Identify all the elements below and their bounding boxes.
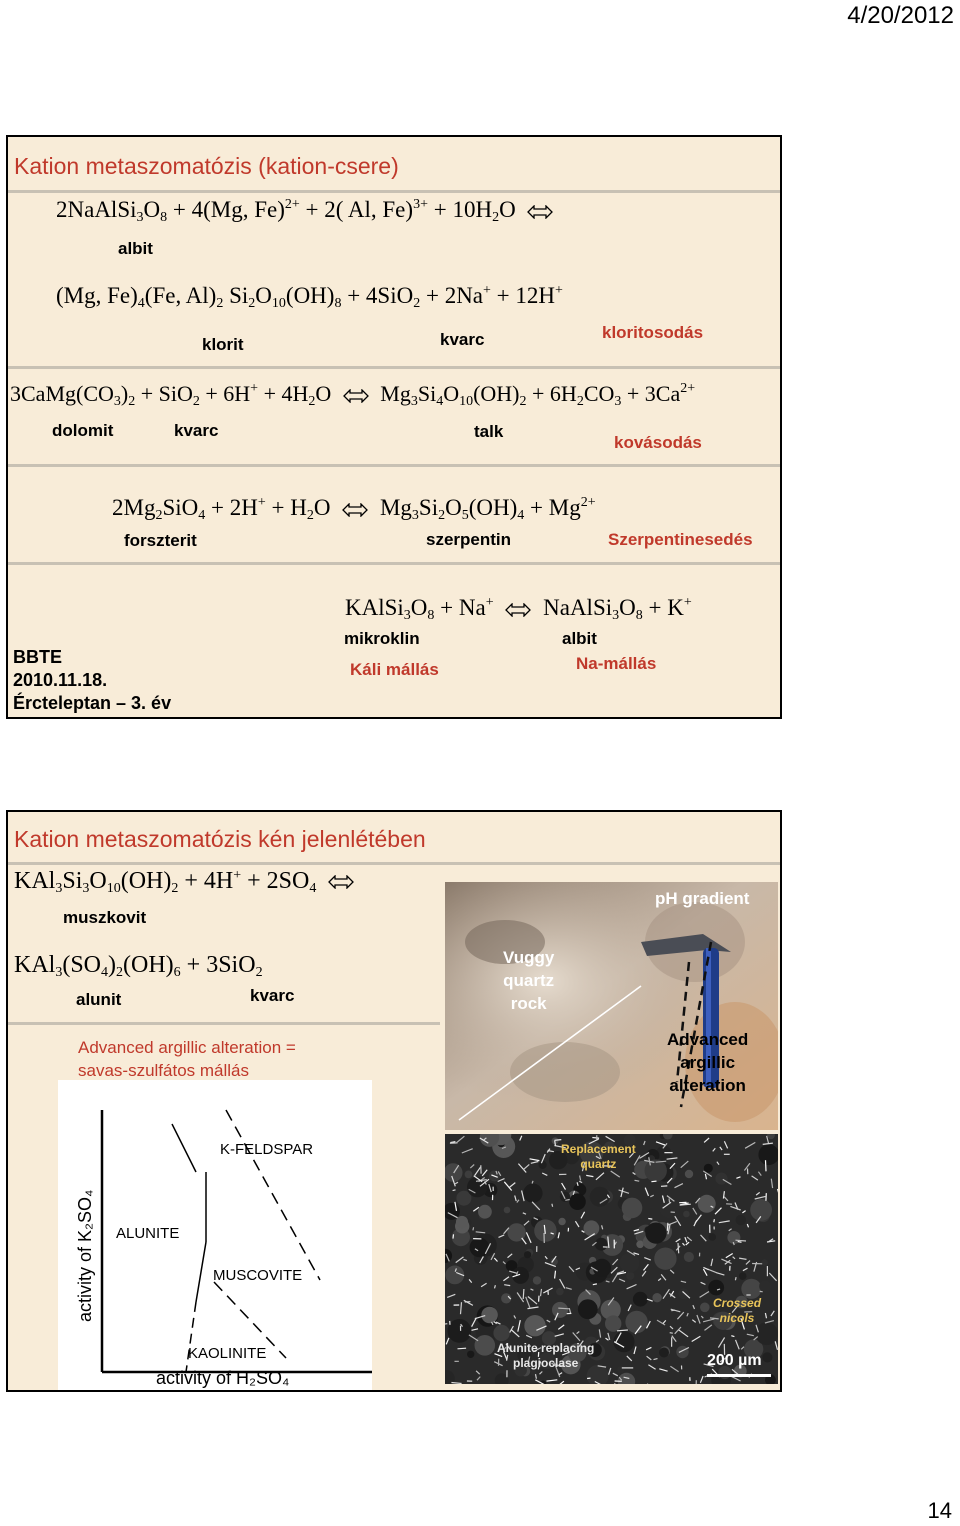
separator: [8, 862, 780, 865]
advanced-line-1: Advanced: [667, 1030, 749, 1049]
course-date: 2010.11.18.: [13, 670, 108, 690]
label-na-mallas: Na-mállás: [576, 654, 657, 673]
equilibrium-arrow-icon: [527, 205, 553, 219]
advanced-argillic-label: [667, 1028, 748, 1097]
phase-diagram-plot: [58, 1080, 372, 1390]
field-k-feldspar: K-FELDSPAR: [220, 1141, 314, 1158]
label-talk: talk: [474, 422, 504, 441]
label-mikroklin: mikroklin: [344, 629, 420, 648]
separator: [8, 1022, 440, 1025]
field-muscovite: MUSCOVITE: [213, 1267, 303, 1284]
label-muszkovit: muszkovit: [63, 908, 147, 927]
slide-title: Kation metaszomatózis (kation-csere): [14, 153, 399, 179]
label-szerpentinesedes: Szerpentinesedés: [608, 530, 753, 549]
separator: [8, 562, 780, 565]
label-alunit: alunit: [76, 990, 122, 1009]
vuggy-line-2: quartz: [503, 971, 555, 990]
equation-serpentinization: $2Mg_2SiO_4 + 2H^+ + H_2O$ $Mg_3Si_2O_5(OH)_4 + Mg^{2+}$: [112, 495, 596, 523]
course-org: BBTE: [13, 647, 62, 667]
label-dolomit: dolomit: [52, 421, 114, 440]
page-number: 14: [927, 1498, 952, 1523]
crossed-line-2: nicols: [719, 1311, 755, 1325]
vuggy-quartz-label: [503, 946, 554, 1015]
replacement-line-2: quartz: [580, 1157, 617, 1171]
label-albit: albit: [118, 239, 153, 258]
print-date: 4/20/2012: [847, 2, 954, 29]
field-kaolinite: KAOLINITE: [188, 1345, 267, 1362]
equation-silicification: $3CaMg(CO_3)_2 + SiO_2 + 6H^+ + 4H_2O$ $Mg_3Si_4O_{10}(OH)_2 + 6H_2CO_3 + 3Ca^{2+}$: [10, 381, 696, 409]
separator: [8, 190, 780, 193]
thin-section-photo: [445, 1134, 778, 1384]
separator: [8, 464, 780, 467]
course-name: Ércteleptan – 3. év: [13, 693, 172, 713]
crossed-nicols-label: [713, 1296, 761, 1326]
field-alunite: ALUNITE: [116, 1225, 180, 1242]
vuggy-line-3: rock: [510, 994, 547, 1013]
alunite-line-2: plagioclase: [512, 1356, 579, 1370]
equation-albitization: $KAlSi_3O_8 + Na^+$ $NaAlSi_3O_8 + K^+$: [345, 595, 692, 623]
label-kovasodas: kovásodás: [614, 433, 702, 452]
diagram-xlabel: activity of H₂SO₄: [156, 1368, 290, 1388]
equation-chloritization-products: (Mg, $Fe)_4(Fe$, $Al)_2$ $Si_2O_{10}(OH)_8 + 4SiO_2 + 2Na^+ + 12H^+$: [56, 283, 563, 311]
label-kali-mallas: Káli mállás: [350, 660, 439, 679]
slide-title: Kation metaszomatózis kén jelenlétében: [14, 826, 426, 852]
scale-bar-label: 200 µm: [707, 1352, 762, 1369]
diagram-ylabel: activity of K₂SO₄: [75, 1189, 95, 1322]
label-klorit: klorit: [202, 335, 244, 354]
advanced-line-2: argillic: [680, 1053, 736, 1072]
advanced-argillic-note: [78, 1036, 296, 1082]
replacement-quartz-label: [561, 1142, 636, 1172]
note-line-2: savas-szulfátos mállás: [78, 1061, 250, 1080]
label-kvarc: kvarc: [174, 421, 219, 440]
equation-chloritization-reactants: $2NaAlSi_3O_8 + 4(Mg$, Fe)$^{2+}$ + 2( Al, $Fe)^{3+} + 10H_2O$: [56, 197, 559, 223]
crossed-line-1: Crossed: [713, 1296, 762, 1310]
label-kvarc: kvarc: [250, 986, 295, 1005]
equilibrium-arrow-icon: [505, 603, 531, 617]
label-kloritosodas: kloritosodás: [602, 323, 704, 342]
equilibrium-arrow-icon: [328, 875, 354, 889]
vuggy-line-1: Vuggy: [503, 948, 555, 967]
label-forszterit: forszterit: [124, 531, 197, 550]
slide-cation-metasomatism: [6, 135, 782, 719]
scale-bar: [707, 1374, 771, 1377]
equation-muscovite: $KAl_3Si_3O_{10}(OH)_2 + 4H^+ + 2SO_4$: [14, 868, 360, 895]
label-albit: albit: [562, 629, 597, 648]
equilibrium-arrow-icon: [342, 503, 368, 517]
slide-sulfur-metasomatism: [6, 810, 782, 1392]
equilibrium-arrow-icon: [343, 389, 369, 403]
ph-gradient-label: pH gradient: [655, 889, 750, 908]
alunite-replacing-label: [497, 1341, 594, 1371]
note-line-1: Advanced argillic alteration =: [78, 1038, 296, 1057]
outcrop-photo: [445, 882, 778, 1130]
label-kvarc: kvarc: [440, 330, 485, 349]
course-footer: [13, 646, 171, 715]
equation-alunite: $KAl_3(SO_4)_2(OH)_6 + 3SiO_2$: [14, 952, 263, 980]
replacement-line-1: Replacement: [561, 1142, 636, 1156]
phase-diagram: [58, 1080, 372, 1390]
advanced-line-3: alteration: [669, 1076, 746, 1095]
separator: [8, 366, 780, 369]
alunite-line-1: Alunite replacing: [497, 1341, 595, 1355]
label-szerpentin: szerpentin: [426, 530, 512, 549]
